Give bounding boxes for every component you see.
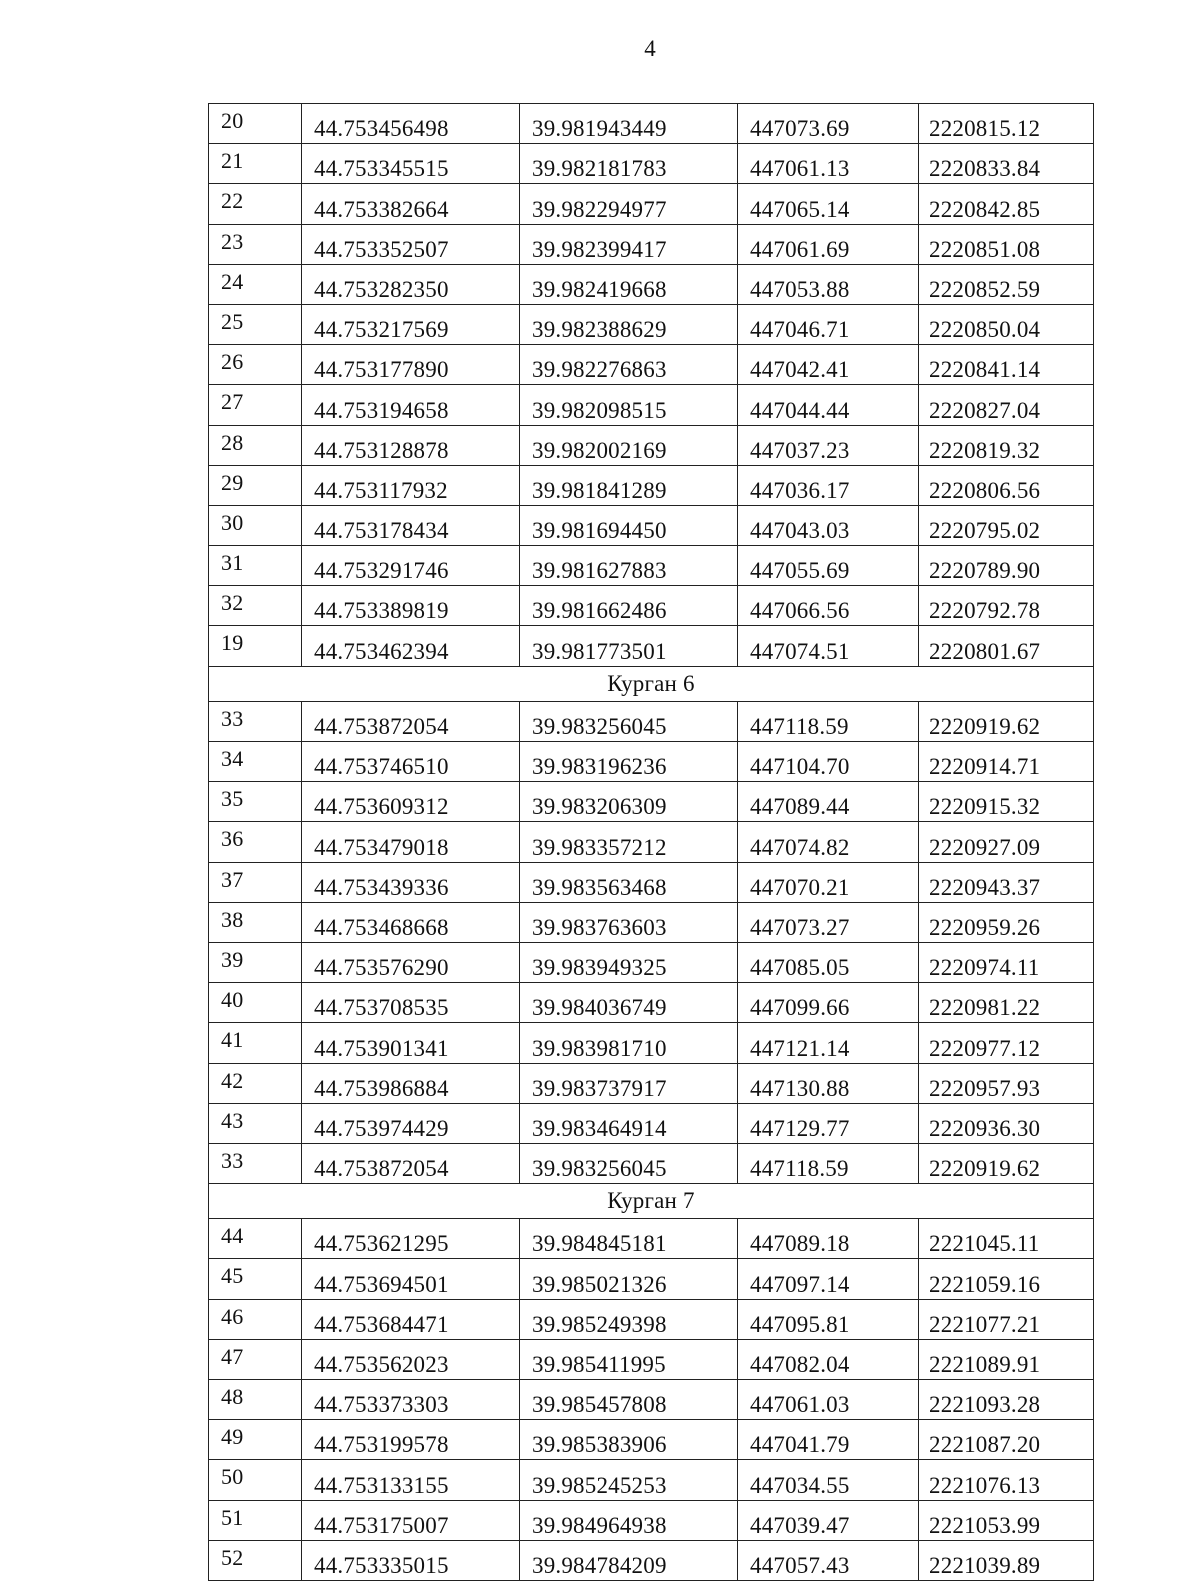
point-number-cell: 40 <box>209 983 302 1023</box>
table-row <box>209 822 1094 862</box>
y-coordinate-cell: 2220795.02 <box>919 505 1094 545</box>
point-number-cell: 30 <box>209 505 302 545</box>
table-row <box>209 902 1094 942</box>
x-coordinate-cell: 447057.43 <box>738 1540 919 1580</box>
x-coordinate-cell: 447073.27 <box>738 902 919 942</box>
point-number-cell: 28 <box>209 425 302 465</box>
table-row <box>209 425 1094 465</box>
latitude-cell: 44.753562023 <box>302 1339 520 1379</box>
table-row <box>209 742 1094 782</box>
latitude-cell: 44.753462394 <box>302 626 520 666</box>
table-row <box>209 1380 1094 1420</box>
x-coordinate-cell: 447042.41 <box>738 345 919 385</box>
x-coordinate-cell: 447074.51 <box>738 626 919 666</box>
y-coordinate-cell: 2220841.14 <box>919 345 1094 385</box>
point-number-cell: 38 <box>209 902 302 942</box>
latitude-cell: 44.753335015 <box>302 1540 520 1580</box>
point-number-cell: 25 <box>209 304 302 344</box>
y-coordinate-cell: 2221076.13 <box>919 1460 1094 1500</box>
y-coordinate-cell: 2220977.12 <box>919 1023 1094 1063</box>
longitude-cell: 39.984784209 <box>520 1540 738 1580</box>
table-row <box>209 184 1094 224</box>
longitude-cell: 39.983563468 <box>520 862 738 902</box>
latitude-cell: 44.753177890 <box>302 345 520 385</box>
table-row <box>209 345 1094 385</box>
y-coordinate-cell: 2221077.21 <box>919 1299 1094 1339</box>
longitude-cell: 39.981662486 <box>520 586 738 626</box>
y-coordinate-cell: 2221053.99 <box>919 1500 1094 1540</box>
x-coordinate-cell: 447066.56 <box>738 586 919 626</box>
latitude-cell: 44.753684471 <box>302 1299 520 1339</box>
point-number-cell: 44 <box>209 1219 302 1259</box>
latitude-cell: 44.753291746 <box>302 546 520 586</box>
x-coordinate-cell: 447074.82 <box>738 822 919 862</box>
point-number-cell: 36 <box>209 822 302 862</box>
longitude-cell: 39.983981710 <box>520 1023 738 1063</box>
section-heading-row <box>209 1184 1094 1219</box>
longitude-cell: 39.985245253 <box>520 1460 738 1500</box>
point-number-cell: 37 <box>209 862 302 902</box>
x-coordinate-cell: 447046.71 <box>738 304 919 344</box>
x-coordinate-cell: 447095.81 <box>738 1299 919 1339</box>
y-coordinate-cell: 2220789.90 <box>919 546 1094 586</box>
x-coordinate-cell: 447130.88 <box>738 1063 919 1103</box>
x-coordinate-cell: 447041.79 <box>738 1420 919 1460</box>
longitude-cell: 39.983357212 <box>520 822 738 862</box>
latitude-cell: 44.753694501 <box>302 1259 520 1299</box>
longitude-cell: 39.983256045 <box>520 701 738 741</box>
section-heading-row <box>209 666 1094 701</box>
y-coordinate-cell: 2220914.71 <box>919 742 1094 782</box>
y-coordinate-cell: 2220919.62 <box>919 701 1094 741</box>
table-row <box>209 1460 1094 1500</box>
point-number-cell: 23 <box>209 224 302 264</box>
longitude-cell: 39.983763603 <box>520 902 738 942</box>
table-row <box>209 304 1094 344</box>
table-row <box>209 1500 1094 1540</box>
longitude-cell: 39.982002169 <box>520 425 738 465</box>
latitude-cell: 44.753194658 <box>302 385 520 425</box>
latitude-cell: 44.753439336 <box>302 862 520 902</box>
point-number-cell: 35 <box>209 782 302 822</box>
point-number-cell: 21 <box>209 144 302 184</box>
x-coordinate-cell: 447065.14 <box>738 184 919 224</box>
table-row <box>209 1259 1094 1299</box>
longitude-cell: 39.982388629 <box>520 304 738 344</box>
table-row <box>209 701 1094 741</box>
longitude-cell: 39.981773501 <box>520 626 738 666</box>
x-coordinate-cell: 447129.77 <box>738 1103 919 1143</box>
x-coordinate-cell: 447053.88 <box>738 264 919 304</box>
latitude-cell: 44.753178434 <box>302 505 520 545</box>
latitude-cell: 44.753746510 <box>302 742 520 782</box>
point-number-cell: 27 <box>209 385 302 425</box>
table-row <box>209 1143 1094 1183</box>
y-coordinate-cell: 2220957.93 <box>919 1063 1094 1103</box>
longitude-cell: 39.981694450 <box>520 505 738 545</box>
table-row <box>209 862 1094 902</box>
y-coordinate-cell: 2220851.08 <box>919 224 1094 264</box>
longitude-cell: 39.985411995 <box>520 1339 738 1379</box>
longitude-cell: 39.981841289 <box>520 465 738 505</box>
x-coordinate-cell: 447089.18 <box>738 1219 919 1259</box>
longitude-cell: 39.983196236 <box>520 742 738 782</box>
point-number-cell: 48 <box>209 1380 302 1420</box>
point-number-cell: 34 <box>209 742 302 782</box>
y-coordinate-cell: 2220850.04 <box>919 304 1094 344</box>
latitude-cell: 44.753345515 <box>302 144 520 184</box>
y-coordinate-cell: 2220815.12 <box>919 104 1094 144</box>
x-coordinate-cell: 447037.23 <box>738 425 919 465</box>
point-number-cell: 33 <box>209 1143 302 1183</box>
table-row <box>209 1063 1094 1103</box>
y-coordinate-cell: 2220927.09 <box>919 822 1094 862</box>
y-coordinate-cell: 2220974.11 <box>919 942 1094 982</box>
point-number-cell: 46 <box>209 1299 302 1339</box>
page-number: 4 <box>644 36 656 61</box>
longitude-cell: 39.984036749 <box>520 983 738 1023</box>
section-heading: Курган 7 <box>209 1184 1094 1219</box>
y-coordinate-cell: 2220915.32 <box>919 782 1094 822</box>
latitude-cell: 44.753117932 <box>302 465 520 505</box>
table-row <box>209 586 1094 626</box>
x-coordinate-cell: 447061.03 <box>738 1380 919 1420</box>
point-number-cell: 20 <box>209 104 302 144</box>
point-number-cell: 32 <box>209 586 302 626</box>
y-coordinate-cell: 2221087.20 <box>919 1420 1094 1460</box>
x-coordinate-cell: 447118.59 <box>738 701 919 741</box>
x-coordinate-cell: 447082.04 <box>738 1339 919 1379</box>
x-coordinate-cell: 447118.59 <box>738 1143 919 1183</box>
table-row <box>209 1299 1094 1339</box>
latitude-cell: 44.753901341 <box>302 1023 520 1063</box>
y-coordinate-cell: 2220833.84 <box>919 144 1094 184</box>
x-coordinate-cell: 447070.21 <box>738 862 919 902</box>
table-row <box>209 385 1094 425</box>
longitude-cell: 39.984845181 <box>520 1219 738 1259</box>
longitude-cell: 39.982276863 <box>520 345 738 385</box>
table-row <box>209 1540 1094 1580</box>
point-number-cell: 52 <box>209 1540 302 1580</box>
table-row <box>209 505 1094 545</box>
latitude-cell: 44.753373303 <box>302 1380 520 1420</box>
point-number-cell: 22 <box>209 184 302 224</box>
longitude-cell: 39.984964938 <box>520 1500 738 1540</box>
latitude-cell: 44.753468668 <box>302 902 520 942</box>
y-coordinate-cell: 2220842.85 <box>919 184 1094 224</box>
x-coordinate-cell: 447097.14 <box>738 1259 919 1299</box>
y-coordinate-cell: 2220792.78 <box>919 586 1094 626</box>
table-row <box>209 104 1094 144</box>
y-coordinate-cell: 2220959.26 <box>919 902 1094 942</box>
y-coordinate-cell: 2220827.04 <box>919 385 1094 425</box>
longitude-cell: 39.982419668 <box>520 264 738 304</box>
y-coordinate-cell: 2220919.62 <box>919 1143 1094 1183</box>
x-coordinate-cell: 447036.17 <box>738 465 919 505</box>
table-row <box>209 1339 1094 1379</box>
point-number-cell: 47 <box>209 1339 302 1379</box>
point-number-cell: 43 <box>209 1103 302 1143</box>
y-coordinate-cell: 2220819.32 <box>919 425 1094 465</box>
table-row <box>209 1103 1094 1143</box>
y-coordinate-cell: 2220806.56 <box>919 465 1094 505</box>
table-row <box>209 224 1094 264</box>
table-row <box>209 942 1094 982</box>
point-number-cell: 39 <box>209 942 302 982</box>
point-number-cell: 50 <box>209 1460 302 1500</box>
latitude-cell: 44.753128878 <box>302 425 520 465</box>
table-row <box>209 1219 1094 1259</box>
latitude-cell: 44.753576290 <box>302 942 520 982</box>
latitude-cell: 44.753986884 <box>302 1063 520 1103</box>
latitude-cell: 44.753456498 <box>302 104 520 144</box>
latitude-cell: 44.753609312 <box>302 782 520 822</box>
longitude-cell: 39.981943449 <box>520 104 738 144</box>
y-coordinate-cell: 2221089.91 <box>919 1339 1094 1379</box>
longitude-cell: 39.982098515 <box>520 385 738 425</box>
longitude-cell: 39.985383906 <box>520 1420 738 1460</box>
point-number-cell: 31 <box>209 546 302 586</box>
latitude-cell: 44.753621295 <box>302 1219 520 1259</box>
longitude-cell: 39.983737917 <box>520 1063 738 1103</box>
coordinates-table <box>208 103 1094 1581</box>
y-coordinate-cell: 2220981.22 <box>919 983 1094 1023</box>
point-number-cell: 26 <box>209 345 302 385</box>
longitude-cell: 39.985021326 <box>520 1259 738 1299</box>
latitude-cell: 44.753175007 <box>302 1500 520 1540</box>
longitude-cell: 39.981627883 <box>520 546 738 586</box>
table-row <box>209 546 1094 586</box>
section-heading: Курган 6 <box>209 666 1094 701</box>
x-coordinate-cell: 447034.55 <box>738 1460 919 1500</box>
y-coordinate-cell: 2220943.37 <box>919 862 1094 902</box>
point-number-cell: 42 <box>209 1063 302 1103</box>
latitude-cell: 44.753199578 <box>302 1420 520 1460</box>
y-coordinate-cell: 2221093.28 <box>919 1380 1094 1420</box>
x-coordinate-cell: 447104.70 <box>738 742 919 782</box>
table-row <box>209 782 1094 822</box>
table-row <box>209 1023 1094 1063</box>
longitude-cell: 39.983464914 <box>520 1103 738 1143</box>
y-coordinate-cell: 2221045.11 <box>919 1219 1094 1259</box>
longitude-cell: 39.983256045 <box>520 1143 738 1183</box>
y-coordinate-cell: 2221059.16 <box>919 1259 1094 1299</box>
point-number-cell: 24 <box>209 264 302 304</box>
point-number-cell: 29 <box>209 465 302 505</box>
table-row <box>209 264 1094 304</box>
table-row <box>209 983 1094 1023</box>
latitude-cell: 44.753217569 <box>302 304 520 344</box>
point-number-cell: 33 <box>209 701 302 741</box>
y-coordinate-cell: 2220936.30 <box>919 1103 1094 1143</box>
x-coordinate-cell: 447043.03 <box>738 505 919 545</box>
table-row <box>209 626 1094 666</box>
longitude-cell: 39.983206309 <box>520 782 738 822</box>
latitude-cell: 44.753352507 <box>302 224 520 264</box>
longitude-cell: 39.985249398 <box>520 1299 738 1339</box>
x-coordinate-cell: 447039.47 <box>738 1500 919 1540</box>
latitude-cell: 44.753974429 <box>302 1103 520 1143</box>
point-number-cell: 41 <box>209 1023 302 1063</box>
y-coordinate-cell: 2220801.67 <box>919 626 1094 666</box>
longitude-cell: 39.983949325 <box>520 942 738 982</box>
y-coordinate-cell: 2221039.89 <box>919 1540 1094 1580</box>
y-coordinate-cell: 2220852.59 <box>919 264 1094 304</box>
x-coordinate-cell: 447089.44 <box>738 782 919 822</box>
x-coordinate-cell: 447044.44 <box>738 385 919 425</box>
longitude-cell: 39.982294977 <box>520 184 738 224</box>
point-number-cell: 45 <box>209 1259 302 1299</box>
x-coordinate-cell: 447055.69 <box>738 546 919 586</box>
latitude-cell: 44.753479018 <box>302 822 520 862</box>
table-row <box>209 465 1094 505</box>
longitude-cell: 39.982181783 <box>520 144 738 184</box>
longitude-cell: 39.982399417 <box>520 224 738 264</box>
point-number-cell: 19 <box>209 626 302 666</box>
longitude-cell: 39.985457808 <box>520 1380 738 1420</box>
table-row <box>209 1420 1094 1460</box>
latitude-cell: 44.753872054 <box>302 701 520 741</box>
x-coordinate-cell: 447073.69 <box>738 104 919 144</box>
table-row <box>209 144 1094 184</box>
point-number-cell: 49 <box>209 1420 302 1460</box>
latitude-cell: 44.753133155 <box>302 1460 520 1500</box>
x-coordinate-cell: 447099.66 <box>738 983 919 1023</box>
latitude-cell: 44.753872054 <box>302 1143 520 1183</box>
latitude-cell: 44.753389819 <box>302 586 520 626</box>
latitude-cell: 44.753708535 <box>302 983 520 1023</box>
x-coordinate-cell: 447061.69 <box>738 224 919 264</box>
latitude-cell: 44.753382664 <box>302 184 520 224</box>
latitude-cell: 44.753282350 <box>302 264 520 304</box>
x-coordinate-cell: 447085.05 <box>738 942 919 982</box>
x-coordinate-cell: 447121.14 <box>738 1023 919 1063</box>
x-coordinate-cell: 447061.13 <box>738 144 919 184</box>
point-number-cell: 51 <box>209 1500 302 1540</box>
